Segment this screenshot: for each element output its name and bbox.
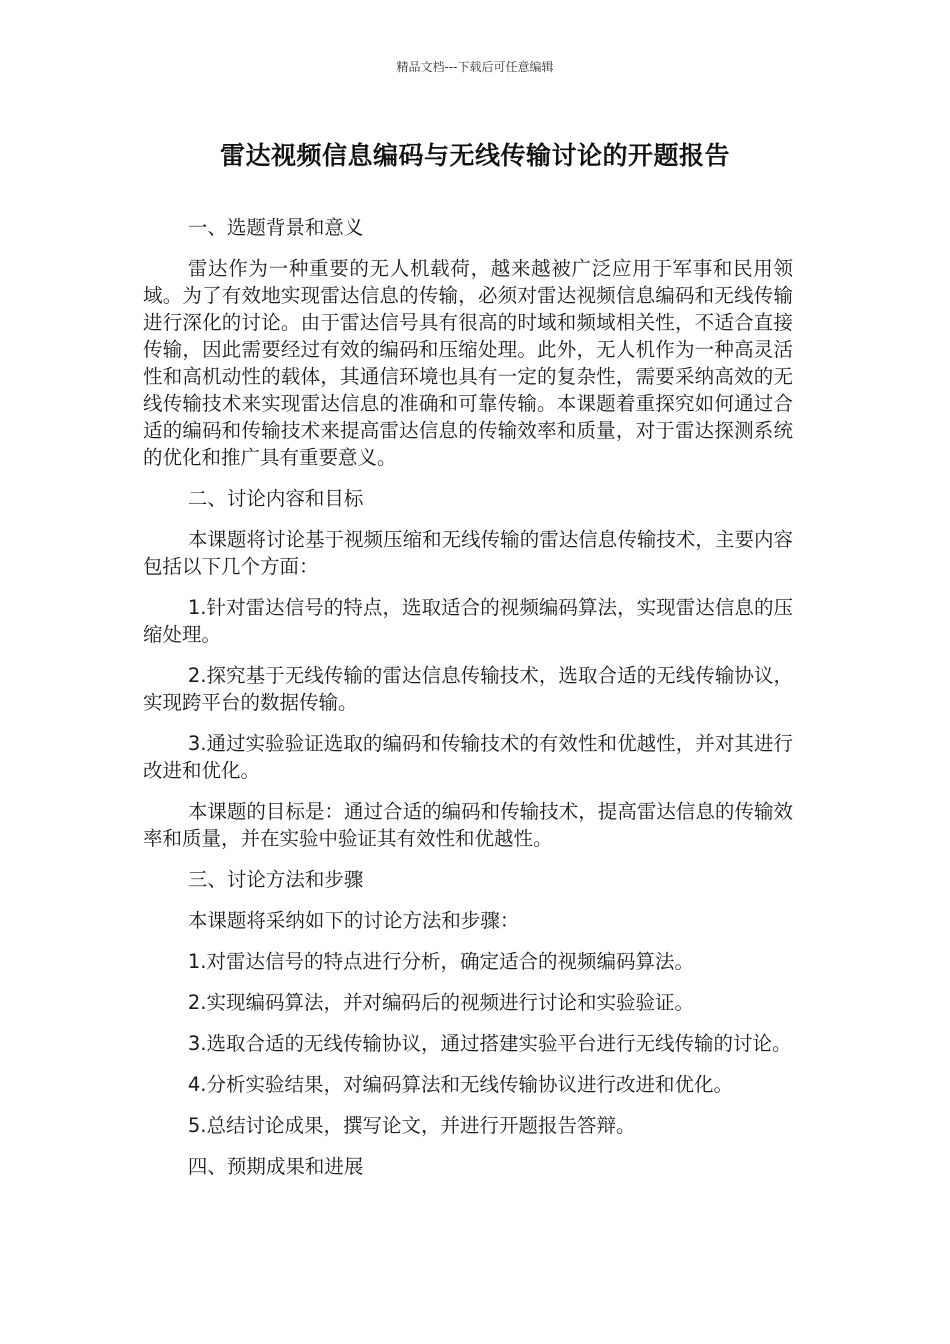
section-heading-outcomes: 四、预期成果和进展 <box>187 1155 364 1178</box>
list-item-step-2: 2.实现编码算法，并对编码后的视频进行讨论和实验验证。 <box>187 991 694 1014</box>
section-heading-method: 三、讨论方法和步骤 <box>187 868 364 891</box>
document-body <box>143 214 793 1194</box>
list-item-content-1: 1.针对雷达信号的特点，选取适合的视频编码算法，实现雷达信息的压缩处理。 <box>143 596 793 646</box>
header-note: 精品文档---下载后可任意编辑 <box>396 60 554 74</box>
paragraph-content-intro: 本课题将讨论基于视频压缩和无线传输的雷达信息传输技术，主要内容包括以下几个方面： <box>143 528 793 578</box>
list-item-step-3: 3.选取合适的无线传输协议，通过搭建实验平台进行无线传输的讨论。 <box>187 1032 792 1055</box>
paragraph-method-intro: 本课题将采纳如下的讨论方法和步骤： <box>187 909 520 932</box>
list-item-content-2: 2.探究基于无线传输的雷达信息传输技术，选取合适的无线传输协议，实现跨平台的数据传输。 <box>143 664 793 714</box>
section-heading-content: 二、讨论内容和目标 <box>187 487 364 510</box>
section-heading-background: 一、选题背景和意义 <box>187 216 364 239</box>
list-item-step-1: 1.对雷达信号的特点进行分析，确定适合的视频编码算法。 <box>187 950 694 973</box>
list-item-content-3: 3.通过实验验证选取的编码和传输技术的有效性和优越性，并对其进行改进和优化。 <box>143 732 793 782</box>
document-title: 雷达视频信息编码与无线传输讨论的开题报告 <box>219 141 730 170</box>
list-item-step-5: 5.总结讨论成果，撰写论文，并进行开题报告答辩。 <box>187 1114 636 1137</box>
paragraph-background: 雷达作为一种重要的无人机载荷，越来越被广泛应用于军事和民用领域。为了有效地实现雷达信息的传输，必须对雷达视频信息编码和无线传输进行深化的讨论。由于雷达信号具有很高的时域和频域相关性，不适合直接传输，因此需要经过有效的编码和压缩处理。此外，无人机作为一种高灵活性和高机动性的载体，其通信环境也具有一定的复杂性，需要采纳高效的无线传输技术来实现雷达信息的准确和可靠传输。本课题着重探究如何通过合适的编码和传输技术来提高雷达信息的传输效率和质量，对于雷达探测系统的优化和推广具有重要意义。 <box>143 257 793 469</box>
list-item-step-4: 4.分析实验结果，对编码算法和无线传输协议进行改进和优化。 <box>187 1073 733 1096</box>
paragraph-goal: 本课题的目标是：通过合适的编码和传输技术，提高雷达信息的传输效率和质量，并在实验中验证其有效性和优越性。 <box>143 800 793 850</box>
